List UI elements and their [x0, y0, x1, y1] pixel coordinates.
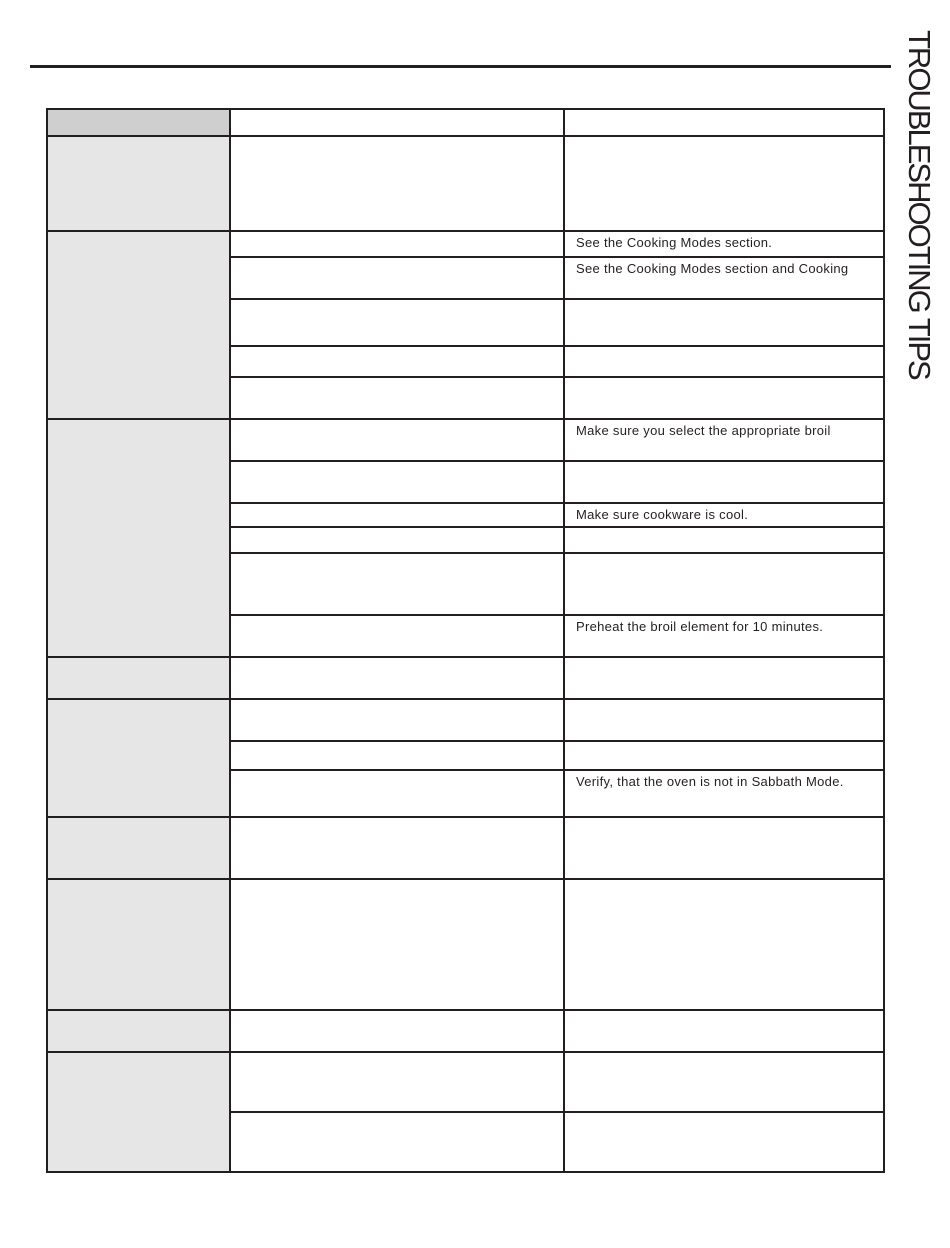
cause-cell [230, 419, 564, 461]
solution-cell [564, 136, 884, 231]
cause-cell [230, 817, 564, 879]
cause-cell [230, 741, 564, 770]
cause-cell [230, 503, 564, 527]
table-row [47, 136, 884, 231]
cause-cell [230, 553, 564, 615]
cause-cell [230, 1010, 564, 1052]
table-row [47, 1010, 884, 1052]
problem-cell [47, 879, 230, 1010]
problem-cell [47, 699, 230, 817]
cause-cell [230, 879, 564, 1010]
solution-cell: Make sure you select the appropriate broil [564, 419, 884, 461]
table-row [47, 879, 884, 1010]
solution-cell [564, 299, 884, 346]
section-title: TROUBLESHOOTING TIPS [902, 30, 937, 379]
cause-cell [230, 615, 564, 657]
problem-cell [47, 1052, 230, 1172]
cause-cell [230, 461, 564, 503]
solution-cell [564, 699, 884, 741]
table-row [47, 419, 884, 461]
problem-cell [47, 1010, 230, 1052]
solution-cell: Verify, that the oven is not in Sabbath Mode. [564, 770, 884, 817]
problem-cell [47, 231, 230, 419]
solution-cell [564, 879, 884, 1010]
cause-cell [230, 699, 564, 741]
cause-cell [230, 346, 564, 377]
cause-cell [230, 527, 564, 553]
cause-cell [230, 231, 564, 257]
solution-cell [564, 527, 884, 553]
table-row [47, 699, 884, 741]
solution-cell [564, 346, 884, 377]
solution-cell [564, 461, 884, 503]
solution-cell [564, 1052, 884, 1112]
cause-cell [230, 1052, 564, 1112]
cause-header-cell [230, 109, 564, 136]
solution-cell [564, 553, 884, 615]
solution-cell [564, 1010, 884, 1052]
cause-cell [230, 299, 564, 346]
problem-cell [47, 657, 230, 699]
table-row [47, 231, 884, 257]
problem-header-cell [47, 109, 230, 136]
solution-header-cell [564, 109, 884, 136]
solution-cell: Make sure cookware is cool. [564, 503, 884, 527]
solution-cell [564, 817, 884, 879]
table-row [47, 657, 884, 699]
solution-cell: See the Cooking Modes section and Cooking [564, 257, 884, 299]
cause-cell [230, 377, 564, 419]
cause-cell [230, 770, 564, 817]
problem-cell [47, 419, 230, 657]
solution-cell [564, 377, 884, 419]
solution-cell: See the Cooking Modes section. [564, 231, 884, 257]
table-row [47, 1052, 884, 1112]
cause-cell [230, 257, 564, 299]
table-row [47, 817, 884, 879]
table-header-row [47, 109, 884, 136]
problem-cell [47, 817, 230, 879]
solution-cell [564, 741, 884, 770]
solution-cell: Preheat the broil element for 10 minutes. [564, 615, 884, 657]
troubleshooting-table [46, 108, 885, 1173]
solution-cell [564, 1112, 884, 1172]
cause-cell [230, 657, 564, 699]
cause-cell [230, 136, 564, 231]
top-rule [30, 65, 891, 68]
solution-cell [564, 657, 884, 699]
cause-cell [230, 1112, 564, 1172]
problem-cell [47, 136, 230, 231]
